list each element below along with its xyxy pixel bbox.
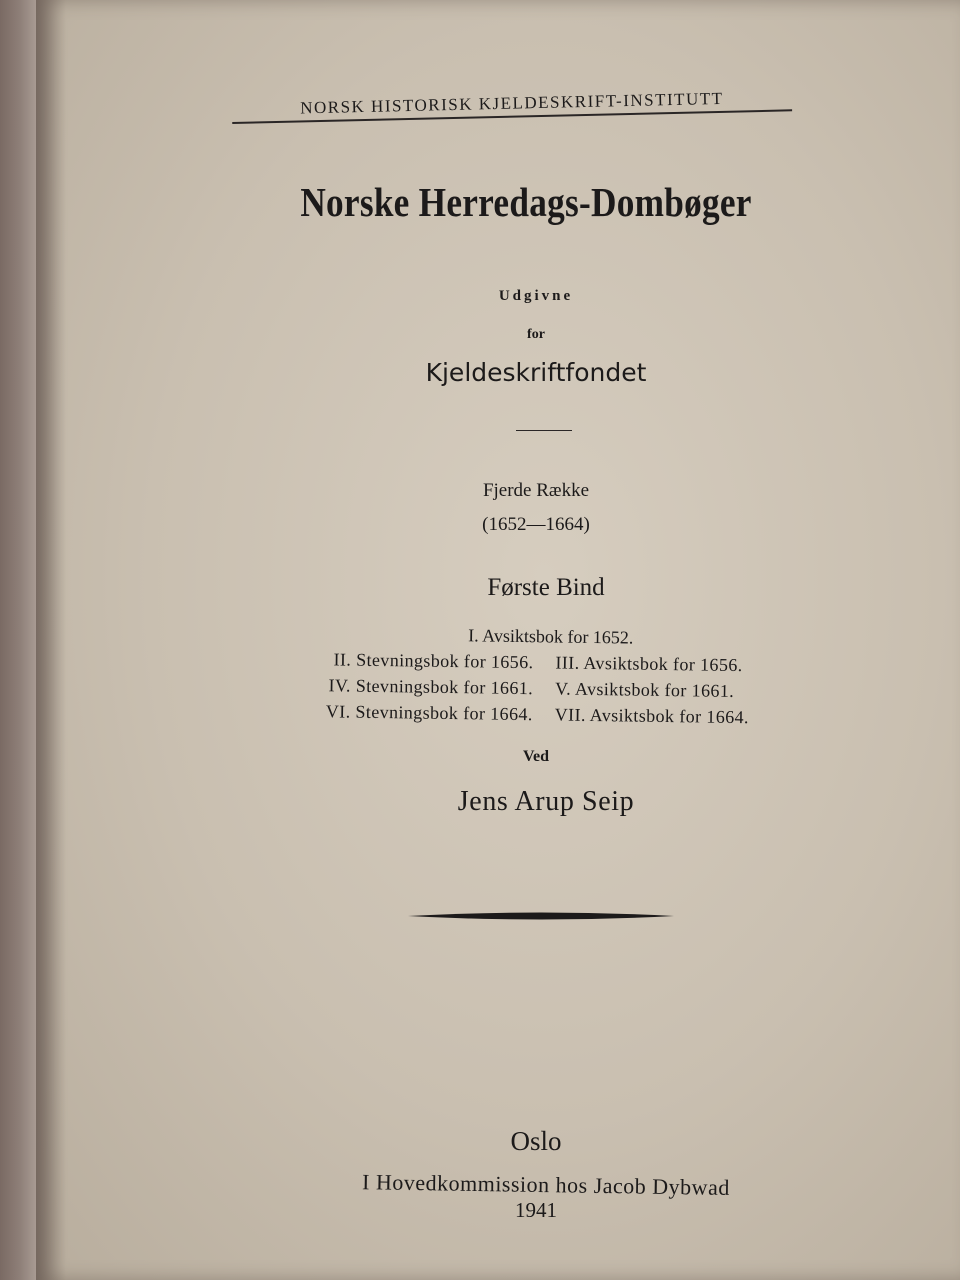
adjacent-page-edge [0, 0, 36, 1280]
imprint-city: Oslo [510, 1126, 562, 1156]
institute-header: NORSK HISTORISK KJELDESKRIFT-INSTITUTT [232, 87, 792, 124]
title-page [36, 0, 960, 1280]
book-title: Norske Herredags-Dombøger [300, 179, 752, 225]
contents-item: I. Avsiktsbok for 1652. [468, 625, 634, 648]
published-label: Udgivne [498, 288, 574, 304]
volume-contents [236, 622, 856, 728]
series-name: Fjerde Række [482, 480, 590, 501]
short-divider [516, 430, 572, 431]
editor-by-label: Ved [522, 748, 550, 765]
ornamental-rule [408, 908, 674, 924]
volume-name: Første Bind [487, 574, 605, 601]
for-label: for [527, 327, 545, 342]
contents-item: V. Avsiktsbok for 1661. [554, 678, 735, 701]
contents-item: III. Avsiktsbok for 1656. [555, 652, 743, 676]
contents-item: IV. Stevningsbok for 1661. [328, 675, 534, 699]
contents-item: VI. Stevningsbok for 1664. [325, 701, 533, 725]
series-years: (1652—1664) [482, 514, 590, 535]
imprint-year: 1941 [515, 1198, 557, 1222]
editor-name: Jens Arup Seip [457, 786, 635, 817]
contents-item: VII. Avsiktsbok for 1664. [554, 704, 750, 728]
imprint-publisher: I Hovedkommission hos Jacob Dybwad [361, 1169, 731, 1200]
contents-item: II. Stevningsbok for 1656. [333, 649, 534, 673]
fund-name: Kjeldeskriftfondet [425, 358, 647, 387]
